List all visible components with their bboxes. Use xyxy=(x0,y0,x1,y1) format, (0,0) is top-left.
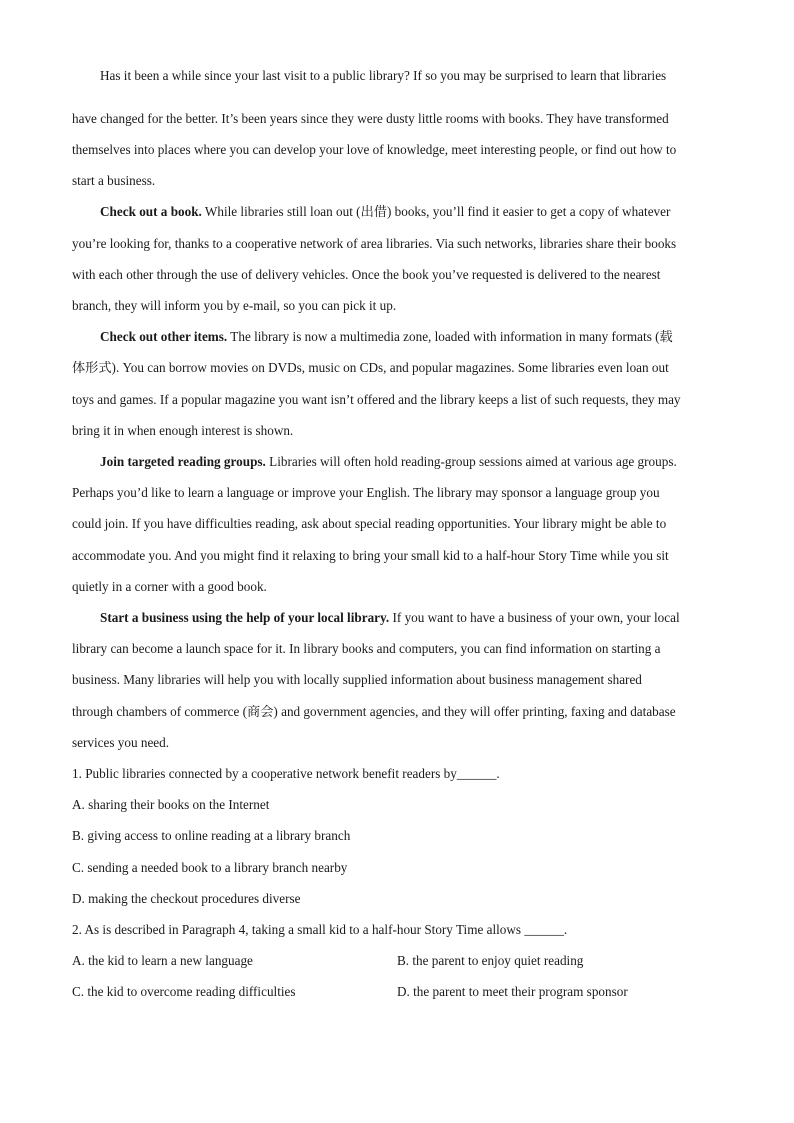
paragraph-4-line-3: could join. If you have difficulties reading, ask about special reading opportunities. Your library might be able to xyxy=(72,516,667,531)
paragraph-3-line-1-text: The library is now a multimedia zone, loaded with information in many formats (载 xyxy=(227,329,673,344)
paragraph-5-line-1-text: If you want to have a business of your own, your local xyxy=(389,610,680,625)
paragraph-4-heading: Join targeted reading groups. xyxy=(100,454,266,469)
paragraph-2-line-3: with each other through the use of delivery vehicles. Once the book you’ve requested is delivered to the nearest xyxy=(72,267,661,282)
paragraph-4-line-1 xyxy=(100,454,750,470)
paragraph-4-line-5: quietly in a corner with a good book. xyxy=(72,579,267,594)
paragraph-4-line-4: accommodate you. And you might find it relaxing to bring your small kid to a half-hour Story Time while you sit xyxy=(72,548,669,563)
question-1-stem: 1. Public libraries connected by a cooperative network benefit readers by______. xyxy=(72,766,500,781)
paragraph-2-line-1 xyxy=(100,204,750,220)
question-1-option-a: A. sharing their books on the Internet xyxy=(72,797,270,812)
question-2-option-a: A. the kid to learn a new language xyxy=(72,953,253,968)
question-2-option-b: B. the parent to enjoy quiet reading xyxy=(397,953,584,968)
paragraph-3-line-2: 体形式). You can borrow movies on DVDs, music on CDs, and popular magazines. Some libraries even loan out xyxy=(72,360,669,375)
paragraph-3-line-4: bring it in when enough interest is shown. xyxy=(72,423,294,438)
paragraph-4-line-1-text: Libraries will often hold reading-group sessions aimed at various age groups. xyxy=(265,454,677,469)
question-1-option-b: B. giving access to online reading at a library branch xyxy=(72,828,351,843)
paragraph-1-line-3: themselves into places where you can develop your love of knowledge, meet interesting people, or find out how to xyxy=(72,142,677,157)
question-2-stem: 2. As is described in Paragraph 4, taking a small kid to a half-hour Story Time allows ______. xyxy=(72,922,568,937)
question-2-option-d: D. the parent to meet their program sponsor xyxy=(397,984,628,999)
paragraph-2-line-2: you’re looking for, thanks to a cooperative network of area libraries. Via such networks, libraries share their books xyxy=(72,236,677,251)
paragraph-4-line-2: Perhaps you’d like to learn a language or improve your English. The library may sponsor a language group you xyxy=(72,485,660,500)
paragraph-5-line-1 xyxy=(100,610,750,626)
paragraph-1-line-2: have changed for the better. It’s been years since they were dusty little rooms with books. They have transformed xyxy=(72,111,669,126)
paragraph-5-heading: Start a business using the help of your local library. xyxy=(100,610,390,625)
paragraph-2-line-4: branch, they will inform you by e-mail, so you can pick it up. xyxy=(72,298,397,313)
paragraph-3-heading: Check out other items. xyxy=(100,329,228,344)
paragraph-1-line-4: start a business. xyxy=(72,173,156,188)
paragraph-3-line-1 xyxy=(100,329,750,345)
question-1-option-d: D. making the checkout procedures diverse xyxy=(72,891,301,906)
question-2-options-row-2 xyxy=(72,984,722,1000)
paragraph-5-line-5: services you need. xyxy=(72,735,170,750)
paragraph-5-line-3: business. Many libraries will help you with locally supplied information about business management shared xyxy=(72,672,642,687)
paragraph-3-line-3: toys and games. If a popular magazine you want isn’t offered and the library keeps a list of such requests, they may xyxy=(72,392,681,407)
paragraph-2-heading: Check out a book. xyxy=(100,204,202,219)
paragraph-5-line-2: library can become a launch space for it. In library books and computers, you can find information on starting a xyxy=(72,641,661,656)
paragraph-2-line-1-text: While libraries still loan out (出借) books, you’ll find it easier to get a copy of whatever xyxy=(201,204,671,219)
question-2-options-row-1 xyxy=(72,953,722,969)
question-2-option-c: C. the kid to overcome reading difficulties xyxy=(72,984,296,999)
paragraph-5-line-4: through chambers of commerce (商会) and government agencies, and they will offer printing, faxing and database xyxy=(72,704,676,719)
question-1-option-c: C. sending a needed book to a library branch nearby xyxy=(72,860,348,875)
paragraph-1-line-1: Has it been a while since your last visit to a public library? If so you may be surprised to learn that libraries xyxy=(100,68,667,83)
